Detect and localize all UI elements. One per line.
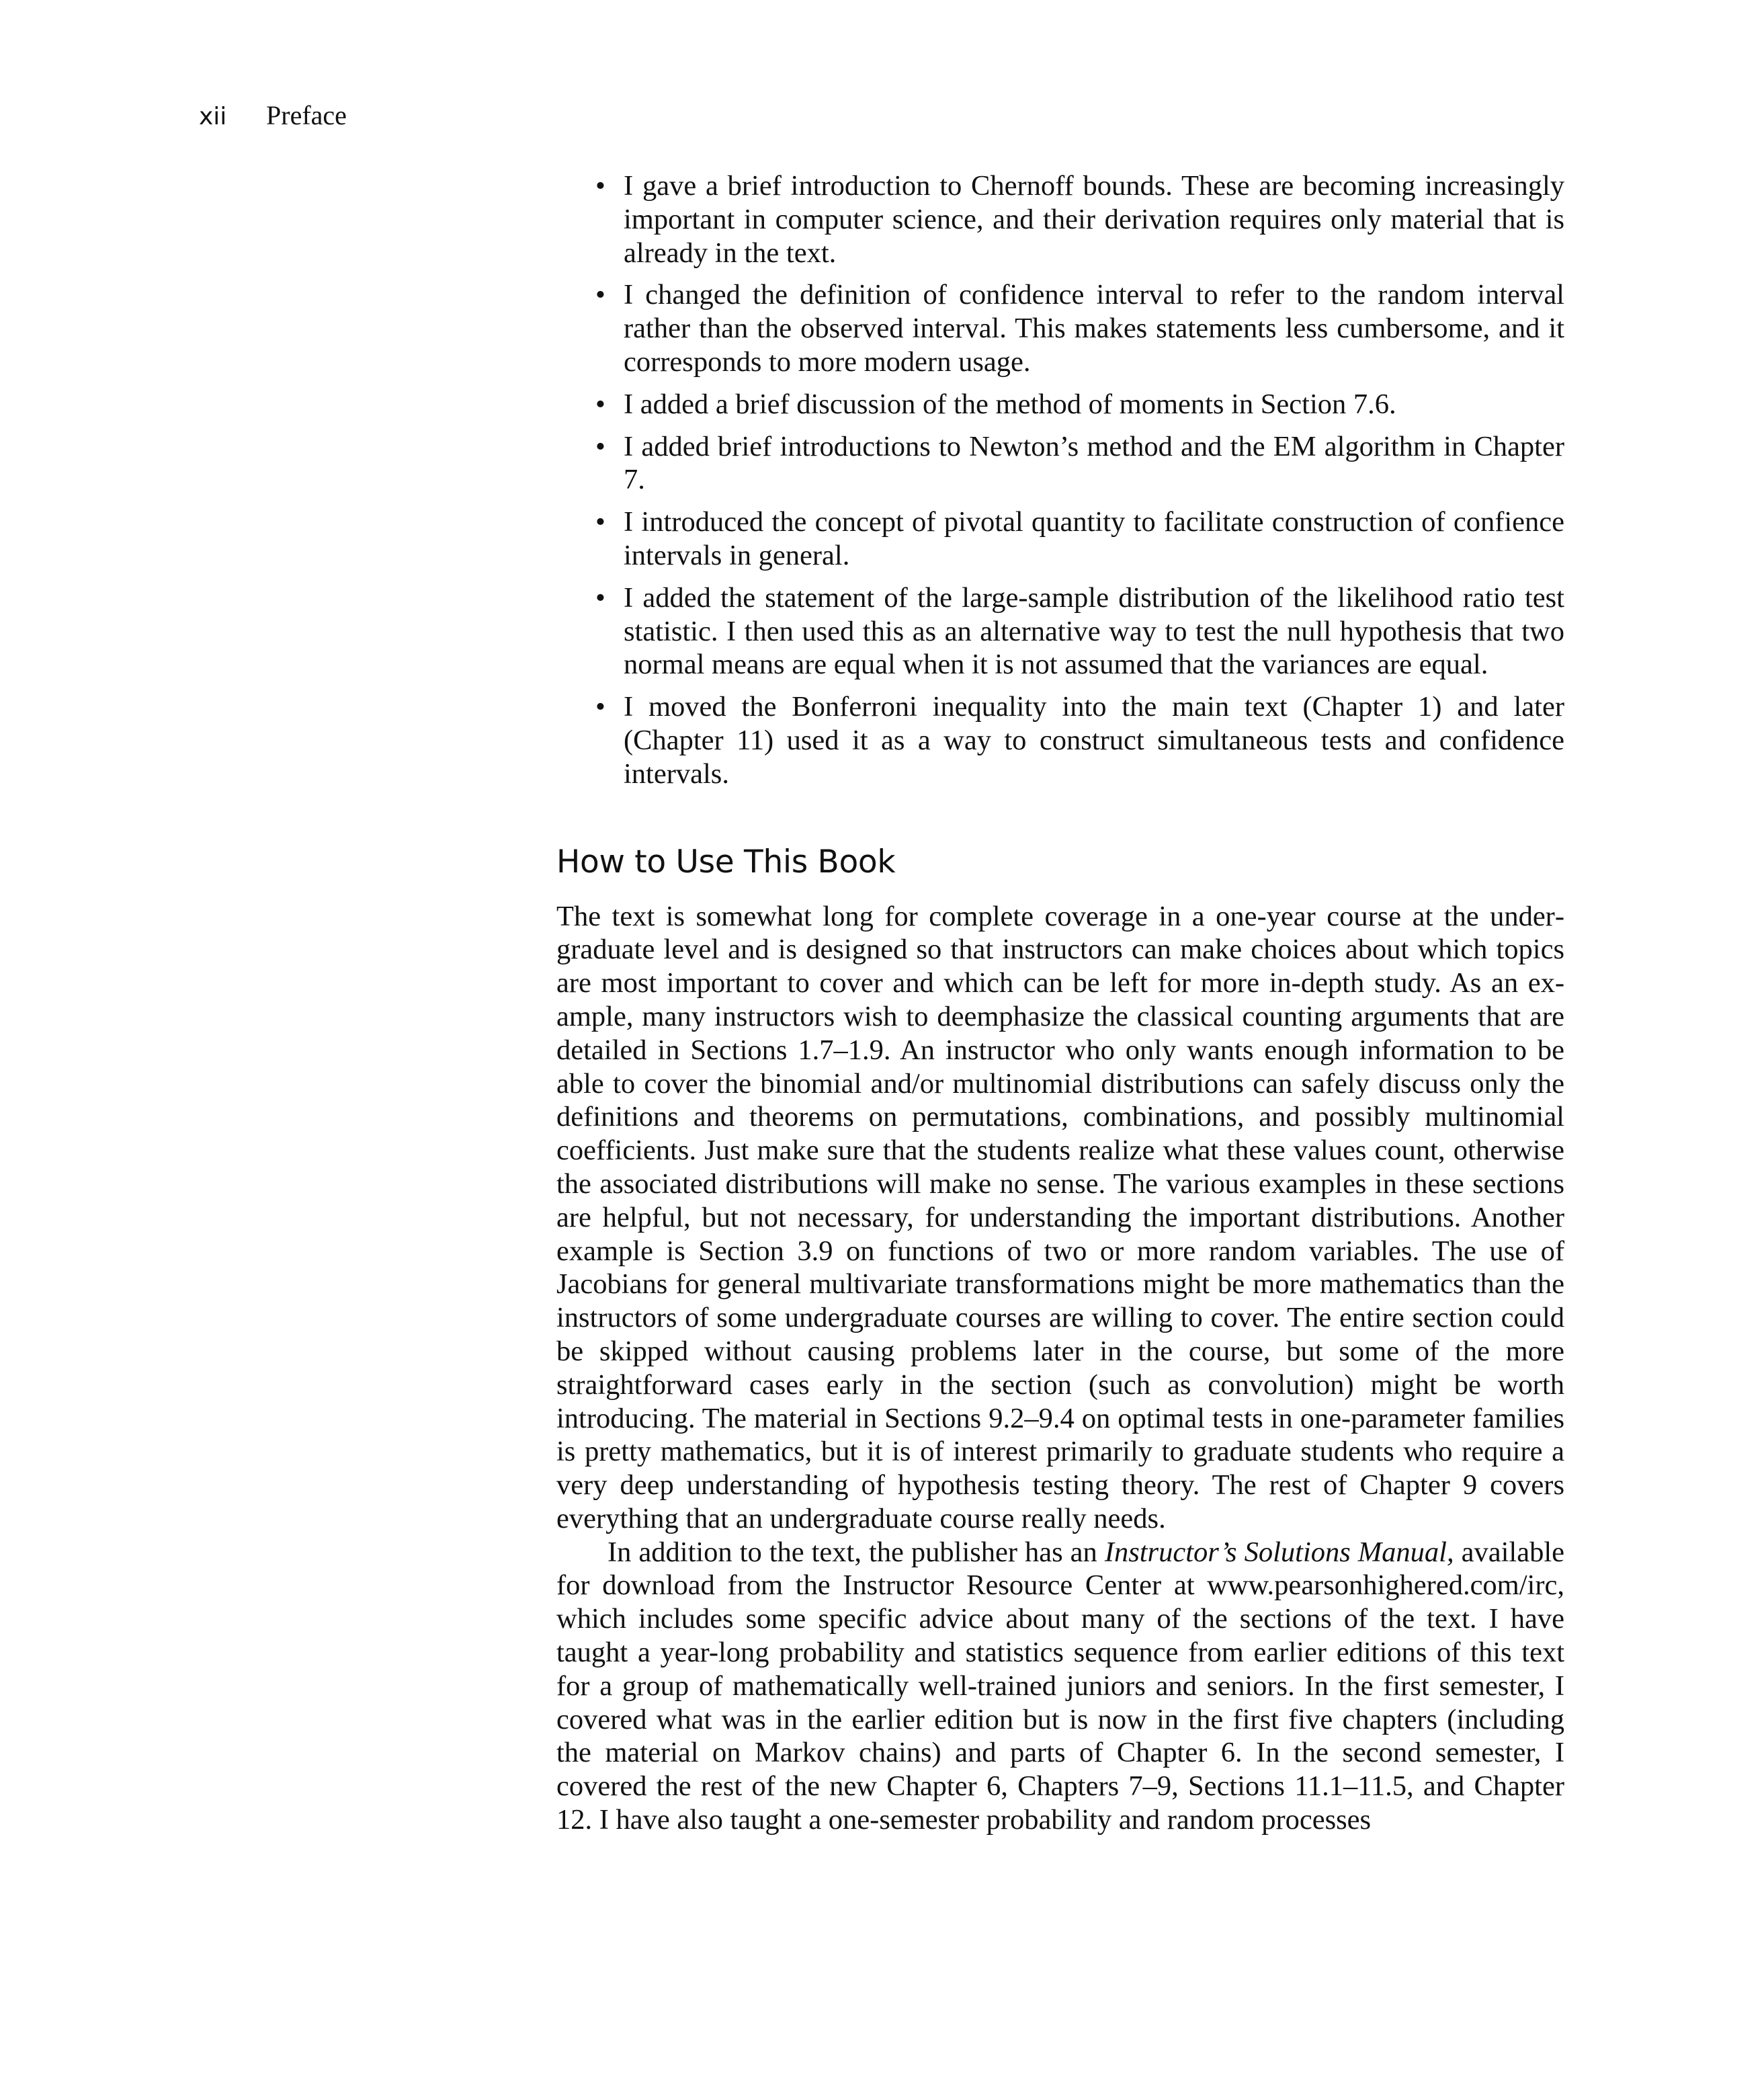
bullet-icon: • (595, 279, 605, 311)
bullet-item (556, 388, 1564, 421)
bullet-item (556, 169, 1564, 270)
manual-title: Instructor’s Solutions Manual, (1104, 1536, 1454, 1568)
bullet-icon: • (595, 430, 605, 462)
running-head (199, 98, 347, 134)
bullet-item (556, 690, 1564, 790)
changes-bullet-list (556, 169, 1564, 791)
bullet-item (556, 278, 1564, 378)
bullet-text: I introduced the concept of pivotal quantity to facilitate construction of confience intervals in general. (624, 506, 1564, 571)
main-content (556, 169, 1564, 1837)
page-number: xii (199, 103, 227, 130)
section-heading: How to Use This Book (556, 843, 896, 880)
paragraph-text: In addition to the text, the publisher has an (607, 1536, 1105, 1568)
bullet-icon: • (595, 691, 605, 723)
bullet-text: I gave a brief introduction to Chernoff bounds. These are becoming increasingly important in computer science, and their derivation requires only material that is already in the text. (624, 170, 1564, 269)
bullet-icon: • (595, 581, 605, 614)
bullet-icon: • (595, 388, 605, 420)
bullet-item (556, 505, 1564, 573)
bullet-item (556, 430, 1564, 497)
bullet-icon: • (595, 170, 605, 202)
running-title: Preface (266, 100, 347, 130)
body-paragraph (556, 1536, 1564, 1837)
bullet-text: I added a brief discussion of the method of moments in Section 7.6. (624, 388, 1396, 420)
paragraph-text: available for download from the Instructor Resource Center at www.pearsonhighered​.com/irc, which includes some specific advice about many of the sections of the text. I have taught a year-long probability and statistics sequence from earlier editions of this text for a group of mathematically well-trained juniors and seniors. In the first semester, I covered what was in the earlier edition but is now in the first five chapters (including the material on Markov chains) and parts of Chapter 6. In the second semester, I covered the rest of the new Chapter 6, Chapters 7–9, Sections 11.1–11.5, and Chapter 12. I have also taught a one-semester probability and random processes (556, 1536, 1564, 1836)
bullet-text: I added the statement of the large-sample distribution of the likelihood ratio test statistic. I then used this as an alternative way to test the null hypothesis that two normal means are equal when it is not assumed that the variances are equal. (624, 581, 1564, 681)
bullet-text: I moved the Bonferroni inequality into the main text (Chapter 1) and later (Chapter 11) used it as a way to construct simultaneous tests and confidence intervals. (624, 691, 1564, 790)
body-paragraph: The text is somewhat long for complete coverage in a one-year course at the undergraduate level and is designed so that instructors can make choices about which topics are most important to cover and which can be left for more in-depth study. As an example, many instructors wish to deemphasize the classical counting arguments that are detailed in Sections 1.7–1.9. An instructor who only wants enough information to be able to cover the binomial and/or multinomial distributions can safely discuss only the definitions and theorems on permutations, combinations, and possibly multinomial coefficients. Just make sure that the students realize what these values count, otherwise the associated distributions will make no sense. The various examples in these sections are helpful, but not necessary, for understanding the important distributions. Another example is Section 3.9 on functions of two or more random variables. The use of Jacobians for general multivariate transformations might be more mathematics than the instructors of some undergraduate courses are willing to cover. The entire section could be skipped without causing problems later in the course, but some of the more straightforward cases early in the section (such as convolution) might be worth introducing. The material in Sections 9.2–9.4 on optimal tests in one-parameter families is pretty mathematics, but it is of interest primarily to graduate students who require a very deep understanding of hypothesis testing theory. The rest of Chapter 9 covers everything that an undergraduate course really needs. (556, 900, 1564, 1534)
bullet-text: I added brief introductions to Newton’s method and the EM algorithm in Chapter 7. (624, 430, 1564, 496)
bullet-icon: • (595, 506, 605, 538)
bullet-item (556, 581, 1564, 682)
bullet-text: I changed the definition of confidence interval to refer to the random interval rather than the observed interval. This makes statements less cumbersome, and it corresponds to more modern usage. (624, 279, 1564, 378)
